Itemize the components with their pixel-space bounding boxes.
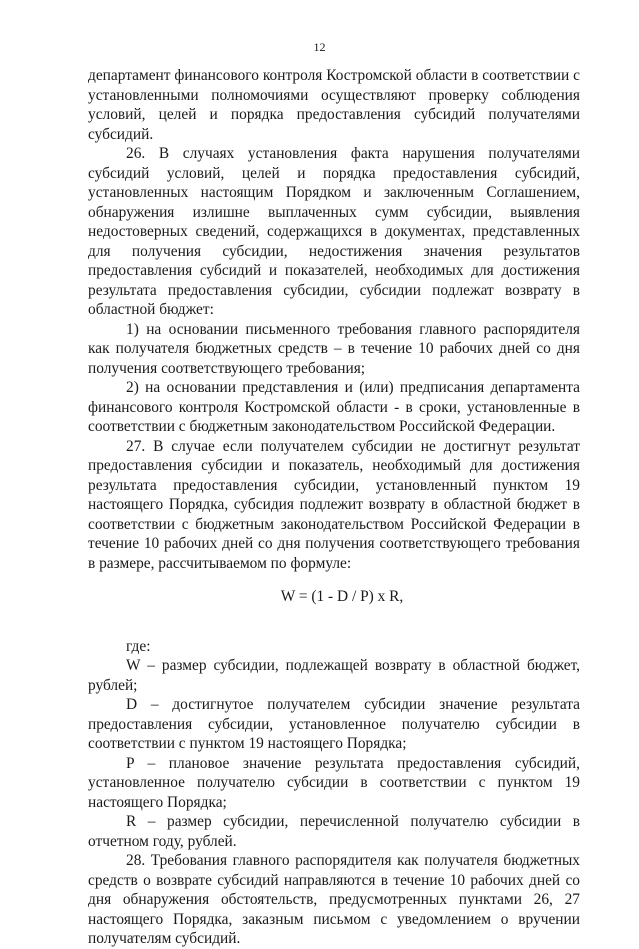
paragraph-intro: департамент финансового контроля Костромской области в соответствии с установленными полномочиями осуществляют проверку соблюдения условий, целей и порядка предоставления субсидий получателями субсидий. (88, 67, 580, 143)
definition-w: W – размер субсидии, подлежащей возврату в областной бюджет, рублей; (88, 657, 580, 694)
document-body (88, 66, 580, 949)
definition-r: R – размер субсидии, перечисленной получателю субсидии в отчетном году, рублей. (88, 813, 580, 850)
definition-p: P – плановое значение результата предоставления субсидий, установленное получателю субсидии в соответствии с пунктом 19 настоящего Порядка; (88, 754, 580, 811)
paragraph-26-item-2: 2) на основании представления и (или) предписания департамента финансового контроля Костромской области - в сроки, установленные в соответствии с бюджетным законодательством Российской Федерации. (88, 379, 580, 435)
paragraph-27: 27. В случае если получателем субсидии не достигнут результат предоставления субсидии и показатель, необходимый для достижения результата предоставления субсидии, установленный пунктом 19 настоящего Порядка, субсидия подлежит возврату в областной бюджет в соответствии с бюджетным законодательством Российской Федерации в течение 10 рабочих дней со дня получения соответствующего требования в размере, рассчитываемом по формуле: (88, 437, 580, 572)
paragraph-28: 28. Требования главного распорядителя как получателя бюджетных средств о возврате субсидий направляются в течение 10 рабочих дней со дня обнаружения обстоятельств, предусмотренных пунктами 26, 27 настоящего Порядка, заказным письмом с уведомлением о вручении получателям субсидий. (88, 852, 580, 947)
paragraph-26: 26. В случаях установления факта нарушения получателями субсидий условий, целей и порядка предоставления субсидий, установленных настоящим Порядком и заключенным Соглашением, обнаружения излишне выплаченных сумм субсидии, выявления недостоверных сведений, содержащихся в документах, представленных для получения субсидии, недостижения значения результатов предоставления субсидий и показателей, необходимых для достижения результата предоставления субсидии, субсидии подлежат возврату в областной бюджет: (88, 145, 580, 318)
paragraph-26-item-1: 1) на основании письменного требования главного распорядителя как получателя бюджетных средств – в течение 10 рабочих дней со дня получения соответствующего требования; (88, 320, 580, 377)
formula: W = (1 - D / P) x R, (280, 588, 404, 605)
formula-where-label: где: (126, 637, 151, 655)
page-number: 12 (313, 40, 326, 54)
definition-d: D – достигнутое получателем субсидии значение результата предоставления субсидии, установленное получателю субсидии в соответствии с пунктом 19 настоящего Порядка; (88, 696, 580, 752)
